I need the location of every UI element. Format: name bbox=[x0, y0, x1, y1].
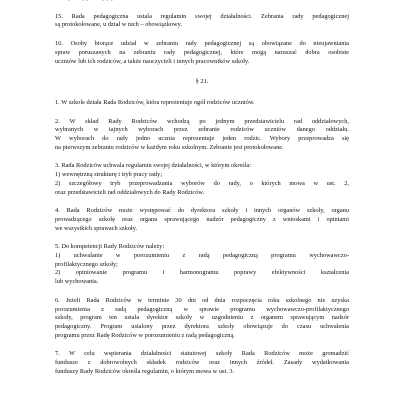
text-line: szkoły, program ten ustala dyrektor szkoły w uzgodnieniu z organem sprawującym nadzór bbox=[55, 314, 349, 322]
text-line: 5. Do kompetencji Rady Rodziców należy: bbox=[55, 243, 165, 251]
text-line: 7. W celu wspierania działalności statutowej szkoły Rada Rodziców może gromadzić bbox=[55, 350, 349, 358]
text-line: pedagogiczny. Program ustalony przez dyrektora szkoły obowiązuje do czasu uchwalenia bbox=[55, 322, 349, 330]
document-body bbox=[55, 0, 349, 377]
text-line: fundusze z dobrowolnych składek rodziców oraz innych źródeł. Zasady wydatkowania bbox=[55, 359, 349, 367]
text-line: 2) szczegółowy tryb przeprowadzania wyborów do rady, o których mowa w ust. 2, bbox=[55, 179, 349, 187]
text-line: 3. Rada Rodziców uchwala regulamin swojej działalności, w którym określa: bbox=[55, 162, 252, 170]
paragraph-p14-end bbox=[55, 0, 349, 3]
text-line: 16. Osoby biorące udział w zebraniu rady pedagogicznej są obowiązane do nieujawniania bbox=[55, 40, 349, 48]
text-line: 4. Rada Rodziców może występować do dyrektora szkoły i innych organów szkoły, organu bbox=[55, 207, 349, 215]
text-line: W wyborach do rady jedno ucznia reprezentuje jeden rodzic. Wybory przeprowadza się bbox=[55, 135, 349, 143]
text-line: we wszystkich sprawach szkoły. bbox=[55, 224, 138, 232]
text-line: 1) wewnętrzną strukturę i tryb pracy rady; bbox=[55, 171, 163, 179]
text-line: wybranych w tajnych wyborach przez zebranie rodziców uczniów danego oddziału. bbox=[55, 126, 349, 134]
text-line: spraw poruszanych na zebraniu rady pedagogicznej, które mogą naruszać dobra osobiste bbox=[55, 48, 349, 56]
text-line: 15. Rada pedagogiczna ustala regulamin swojej działalności. Zebrania rady pedagogicznej bbox=[55, 12, 349, 20]
paragraph-s2 bbox=[55, 118, 349, 153]
text-line: 1) uchwalanie w porozumieniu z radą pedagogiczną programu wychowawczo- bbox=[55, 252, 349, 260]
text-line: 2) opiniowanie programu i harmonogramu poprawy efektywności kształcenia bbox=[55, 269, 349, 277]
text-line: oraz przedstawicieli rad oddziałowych do Rady Rodziców. bbox=[55, 188, 205, 196]
section-heading: § 21. bbox=[195, 78, 209, 86]
paragraph-s6 bbox=[55, 297, 349, 341]
text-line: porozumienia z radą pedagogiczną w sprawie programu wychowawczo-profilaktycznego bbox=[55, 305, 349, 313]
paragraph-p16 bbox=[55, 40, 349, 66]
text-line: są protokołowane, u dział w nich – obowiązkowy. bbox=[55, 21, 182, 29]
text-line: 2. W skład Rady Rodziców wchodzą po jednym przedstawicielu rad oddziałowych, bbox=[55, 117, 349, 125]
text-line: prowadzącego szkołę oraz organu sprawującego nadzór pedagogiczny z wnioskami i opiniami bbox=[55, 215, 349, 223]
paragraph-s1 bbox=[55, 99, 349, 108]
text-line: na pierwszym zebraniu rodziców w każdym roku szkolnym. Zebranie jest protokołowane. bbox=[55, 143, 284, 151]
text-line: funduszy Rady Rodziców określa regulamin, o którym mowa w ust. 3. bbox=[55, 367, 235, 375]
text-line: profilaktycznego szkoły; bbox=[55, 260, 118, 268]
text-line: lub wychowania. bbox=[55, 278, 99, 286]
text-line: 1. W szkole działa Rada Rodziców, która reprezentuje ogół rodziców uczniów. bbox=[55, 98, 255, 106]
text-line: programu przez Radę Rodziców w porozumieniu z radą pedagogiczną. bbox=[55, 331, 235, 339]
text-line bbox=[55, 0, 349, 3]
paragraph-s3 bbox=[55, 162, 349, 197]
paragraph-s5 bbox=[55, 243, 349, 287]
paragraph-p15 bbox=[55, 13, 349, 30]
paragraph-s7 bbox=[55, 350, 349, 376]
paragraph-s4 bbox=[55, 207, 349, 233]
text-line: uczniów lub ich rodziców, a także nauczycieli i innych pracowników szkoły. bbox=[55, 57, 250, 65]
text-line: 6. Jeżeli Rada Rodziców w terminie 30 dni od dnia rozpoczęcia roku szkolnego nie uzyska bbox=[55, 296, 349, 304]
